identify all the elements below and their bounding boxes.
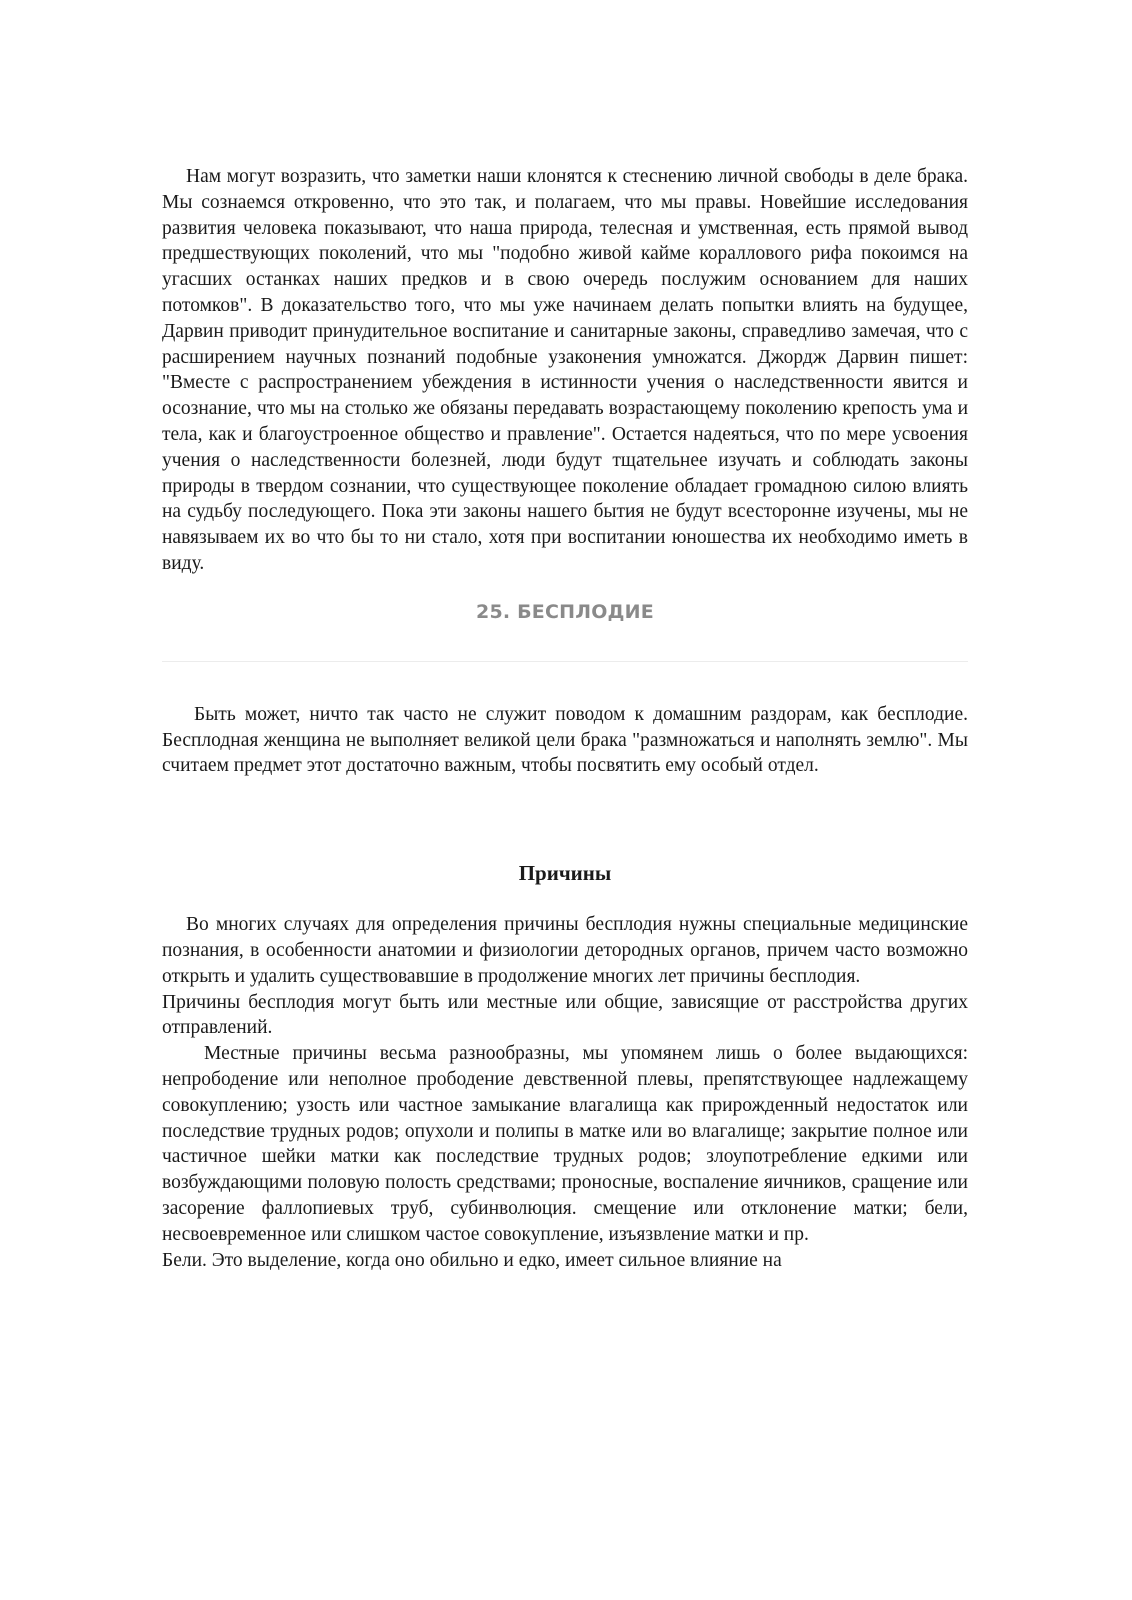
paragraph-local-causes: Местные причины весьма разнообразны, мы упомянем лишь о более выдающихся: непрободение или неполное прободение девственной плевы, препятствующее надлежащему совокуплению; узость или частное замыкание влагалища как прирожденный недостаток или последствие трудных родов; опухоли и полипы в матке или во влагалище; закрытие полное или частичное шейки матки как последствие трудных родов; злоупотребление едкими или возбуждающими половую полость средствами; проносные, воспаление яичников, сращение или засорение фаллопиевых труб, субинволюция. смещение или отклонение матки; бели, несвоевременное или слишком частое совокупление, изъязвление матки и пр.: [162, 1043, 968, 1245]
section-divider: [162, 661, 968, 662]
paragraph-infertility-intro: Быть может, ничто так часто не служит поводом к домашним раздорам, как бесплодие. Бесплодная женщина не выполняет великой цели брака "размножаться и наполнять землю". Мы считаем предмет этот достаточно важным, чтобы посвятить ему особый отдел.: [162, 703, 968, 777]
paragraph-leucorrhea: Бели. Это выделение, когда оно обильно и едко, имеет сильное влияние на: [162, 1249, 782, 1271]
paragraph-causes-types: Причины бесплодия могут быть или местные или общие, зависящие от расстройства других отправлений.: [162, 991, 968, 1039]
paragraph-heredity: Нам могут возразить, что заметки наши клонятся к стеснению личной свободы в деле брака. Мы сознаемся откровенно, что это так, и полагаем, что мы правы. Новейшие исследования развития человека показывают, что наша природа, телесная и умственная, есть прямой вывод предшествующих поколений, что мы "подобно живой кайме кораллового рифа покоимся на угасших останках наших предков и в свою очередь послужим основанием для наших потомков". В доказательство того, что мы уже начинаем делать попытки влиять на будущее, Дарвин приводит принудительное воспитание и санитарные законы, справедливо замечая, что с расширением научных познаний подобные узаконения умножатся. Джордж Дарвин пишет: "Вместе с распространением убеждения в истинности учения о наследственности явится и осознание, что мы на столько же обязаны передавать возрастающему поколению крепость ума и тела, как и благоустроенное общество и правление". Остается надеяться, что по мере усвоения учения о наследственности болезней, люди будут тщательнее изучать и соблюдать законы природы в твердом сознании, что существующее поколение обладает громадною силою влиять на судьбу последующего. Пока эти законы нашего бытия не будут всесторонне изучены, мы не навязываем их во что бы то ни стало, хотя при воспитании юношества их необходимо иметь в виду.: [162, 166, 968, 574]
document-page: [162, 164, 968, 1273]
paragraph-causes-intro: Во многих случаях для определения причины бесплодия нужны специальные медицинские познания, в особенности анатомии и физиологии детородных органов, причем часто возможно открыть и удалить существовавшие в продолжение многих лет причины бесплодия.: [162, 914, 968, 987]
subheading-causes: Причины: [518, 861, 612, 886]
section-title: 25. БЕСПЛОДИЕ: [476, 600, 654, 623]
